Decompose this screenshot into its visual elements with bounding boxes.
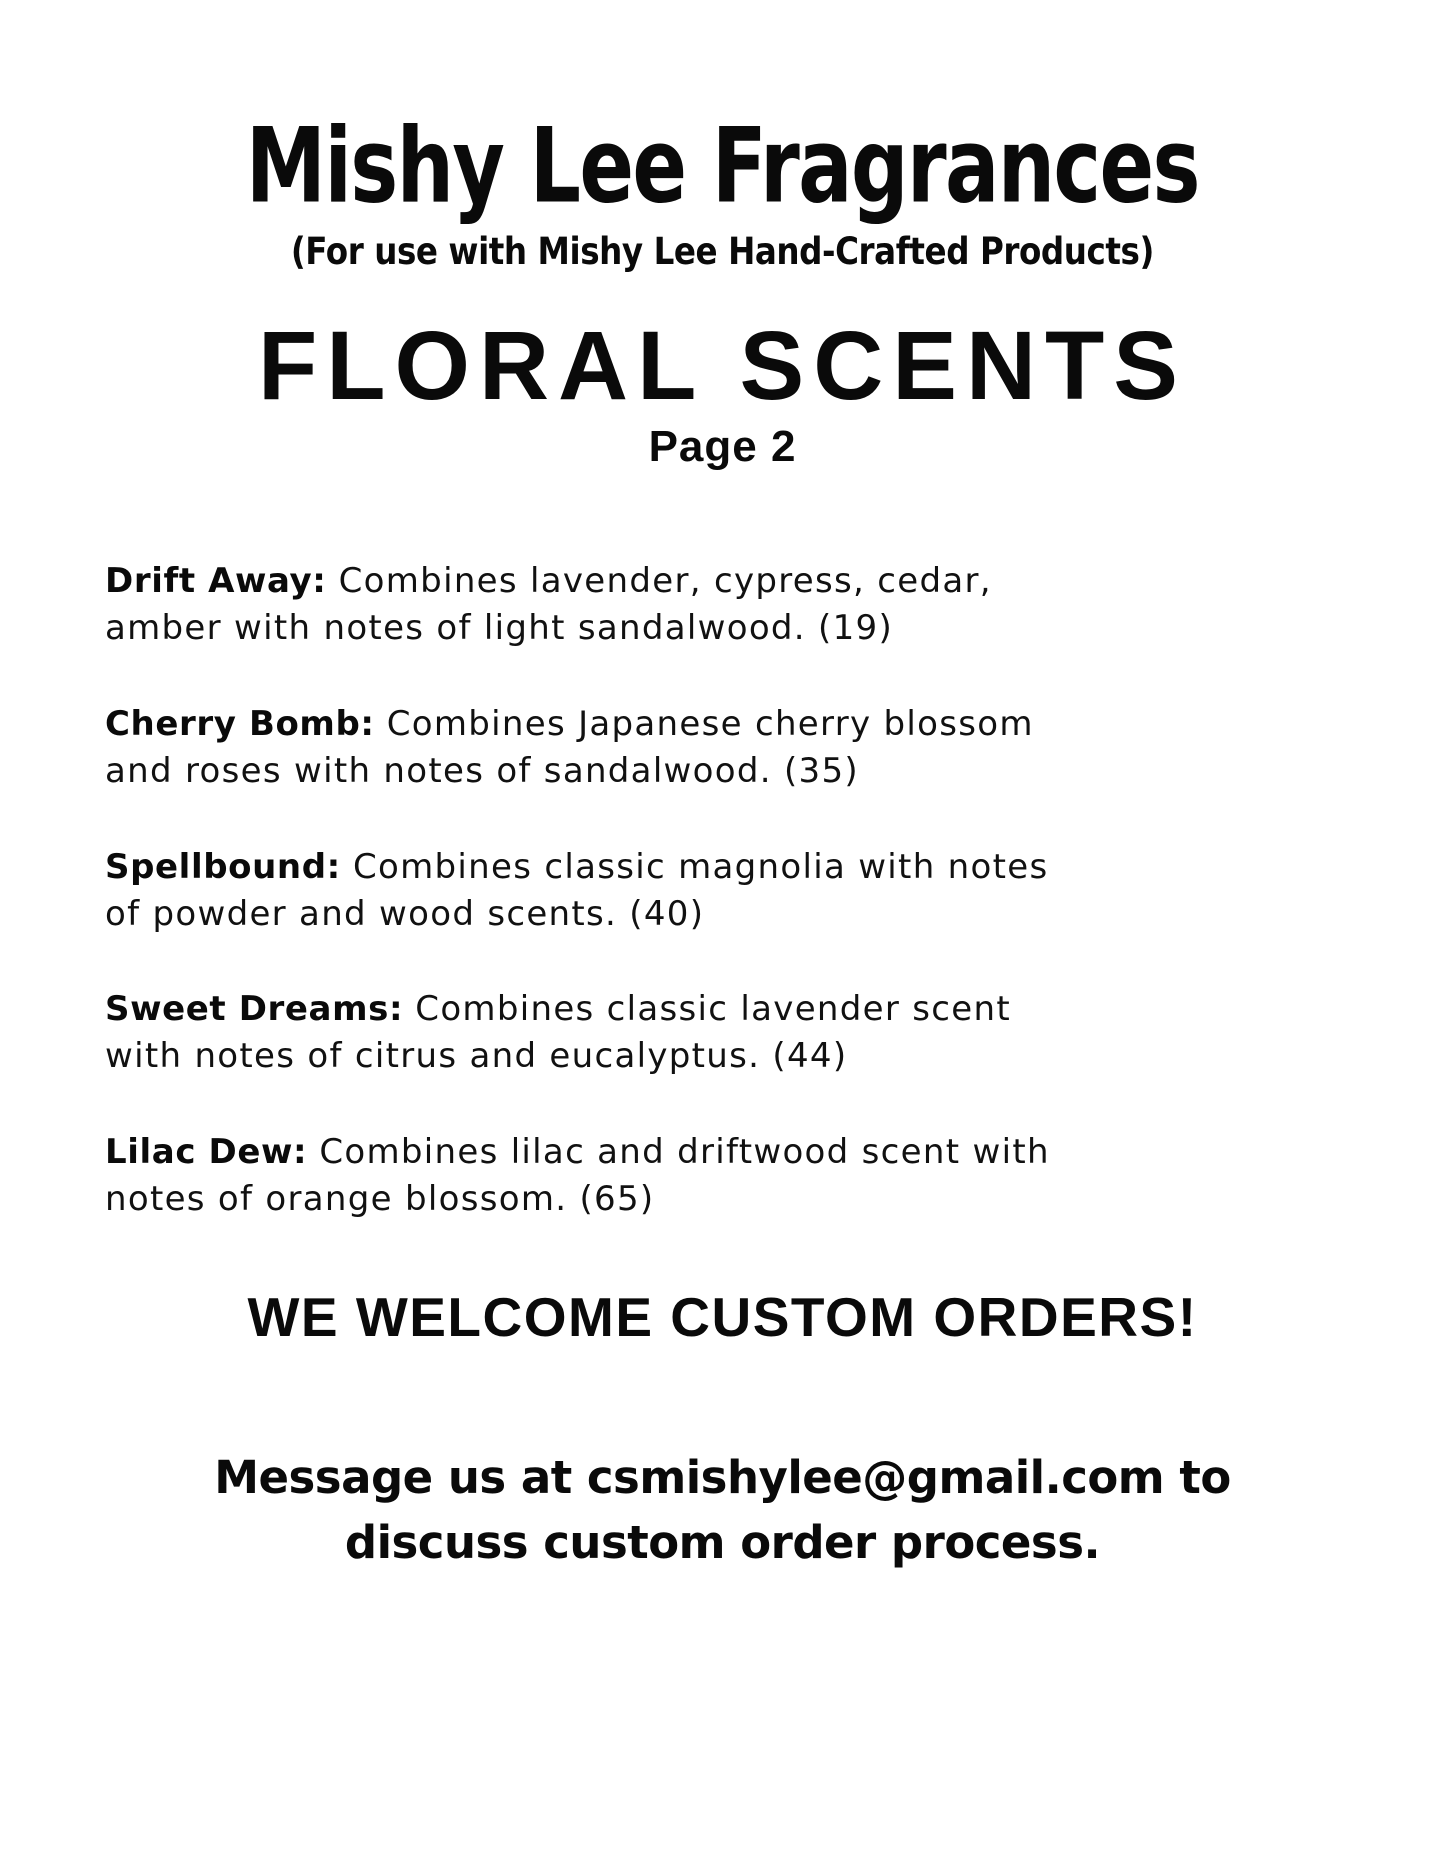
scent-name: Lilac Dew: xyxy=(105,1132,308,1173)
brand-title-text: Mishy Lee Fragrances xyxy=(245,105,1200,227)
scent-item-drift-away xyxy=(105,558,1070,652)
brand-subtitle-text: (For use with Mishy Lee Hand-Crafted Products) xyxy=(290,230,1155,273)
scent-name: Spellbound: xyxy=(105,846,341,887)
page-number-label: Page 2 xyxy=(648,422,797,471)
scent-item-lilac-dew xyxy=(105,1129,1070,1223)
scent-item-sweet-dreams xyxy=(105,986,1070,1080)
scent-item-spellbound xyxy=(105,844,1070,938)
section-title: FLORAL SCENTS xyxy=(258,311,1187,420)
scent-description: Combines lilac and driftwood scent with notes of orange blossom. (65) xyxy=(105,1132,1050,1220)
scent-name: Sweet Dreams: xyxy=(105,989,404,1030)
scent-description: Combines lavender, cypress, cedar, amber with notes of light sandalwood. (19) xyxy=(105,561,992,648)
scent-name: Drift Away: xyxy=(105,561,327,601)
scent-description: Combines Japanese cherry blossom and roses with notes of sandalwood. (35) xyxy=(105,703,1034,791)
scent-name: Cherry Bomb: xyxy=(105,703,375,744)
scent-description: Combines classic lavender scent with notes of citrus and eucalyptus. (44) xyxy=(105,989,1011,1077)
custom-orders-heading: WE WELCOME CUSTOM ORDERS! xyxy=(247,1286,1198,1349)
page-title xyxy=(0,105,1445,227)
scent-item-cherry-bomb xyxy=(105,701,1070,795)
scent-description: Combines classic magnolia with notes of powder and wood scents. (40) xyxy=(105,846,1049,934)
contact-message: Message us at csmishylee@gmail.com to discuss custom order process. xyxy=(214,1451,1231,1570)
scent-list xyxy=(105,558,1070,1223)
flyer-header xyxy=(0,0,1445,472)
